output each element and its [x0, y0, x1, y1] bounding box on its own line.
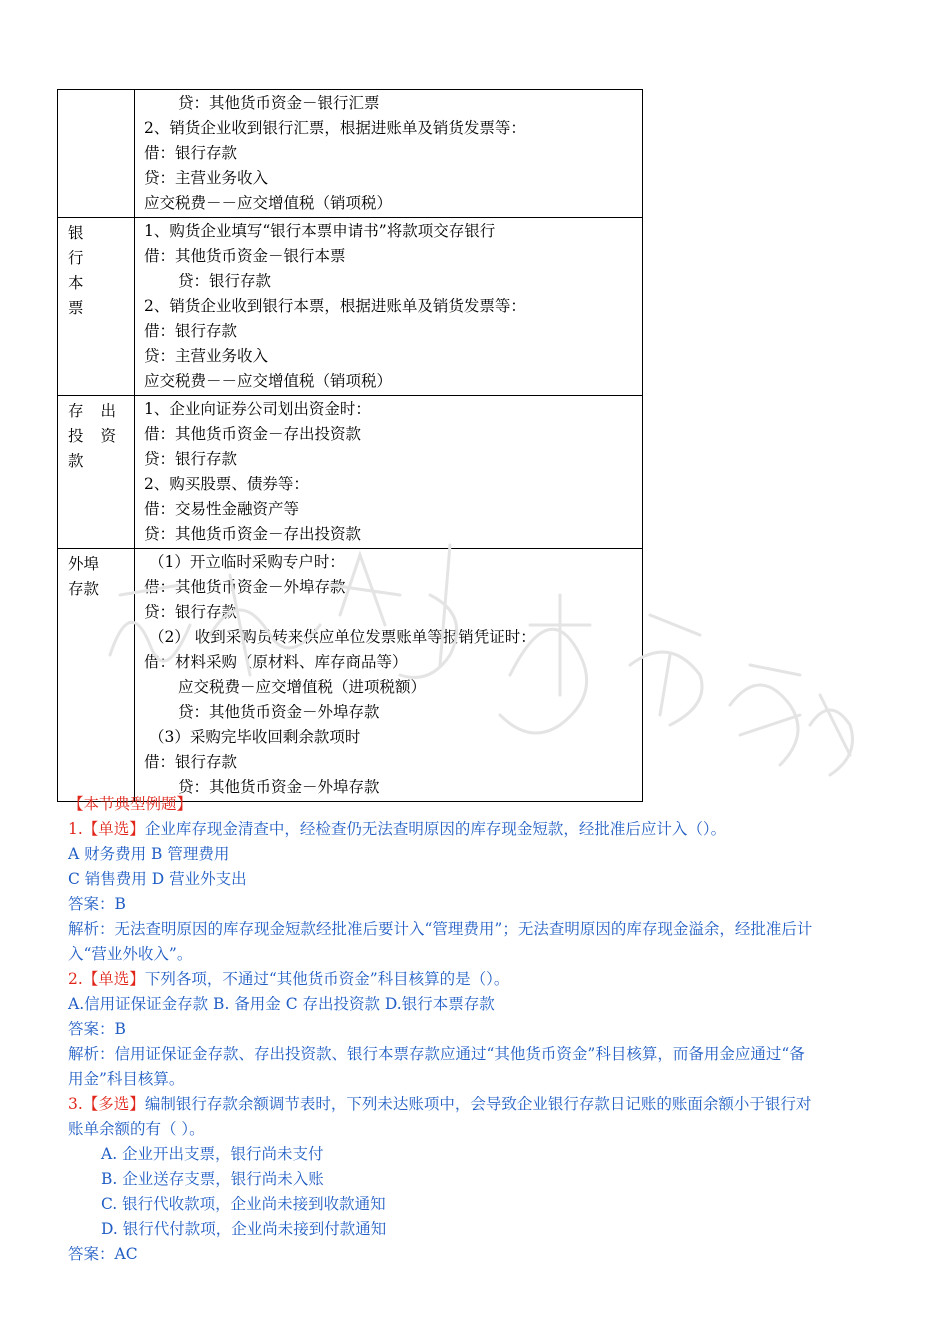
entry-line: 贷：主营业务收入	[144, 169, 269, 187]
answer-option: A.信用证保证金存款 B. 备用金 C 存出投资款 D.银行本票存款	[68, 995, 495, 1013]
row-label-line	[68, 424, 116, 449]
answer-line: 答案：AC	[68, 1245, 138, 1263]
row-label-line	[68, 399, 116, 424]
row-content-cell	[135, 90, 643, 218]
entry-line: 应交税费－－应交增值税（销项税）	[144, 194, 393, 212]
entry-line: 贷：银行存款	[178, 272, 272, 290]
row-label-cell	[58, 90, 135, 218]
entry-line: 贷：银行存款	[144, 450, 238, 468]
table-row	[58, 549, 643, 802]
question-type-tag: 【多选】	[82, 1095, 145, 1113]
entry-line: 应交税费－－应交增值税（销项税）	[144, 372, 393, 390]
entry-line: 1、购货企业填写“银行本票申请书”将款项交存银行	[144, 222, 496, 240]
entry-line: 贷：其他货币资金－银行汇票	[178, 94, 380, 112]
entry-line: 借：其他货币资金－存出投资款	[144, 425, 362, 443]
table-row	[58, 396, 643, 549]
question-list	[68, 817, 888, 1267]
answer-line: 答案：B	[68, 1020, 126, 1038]
row-content-cell	[135, 549, 643, 802]
question-stem	[68, 817, 888, 842]
row-label-line: 本	[68, 274, 84, 292]
row-label-char: 款	[68, 452, 84, 470]
question-text: 编制银行存款余额调节表时，下列未达账项中，会导致企业银行存款日记账的账面余额小于银行对	[144, 1095, 812, 1113]
row-label-line: 票	[68, 299, 84, 317]
accounting-table	[57, 89, 643, 802]
entry-line: 借：其他货币资金－外埠存款	[144, 578, 346, 596]
question-number: 2.	[68, 970, 83, 988]
row-label-char: 投	[68, 427, 84, 445]
row-label-cell	[58, 218, 135, 396]
entry-line: 借：银行存款	[144, 144, 238, 162]
row-content-cell	[135, 218, 643, 396]
answer-option: C 销售费用 D 营业外支出	[68, 870, 247, 888]
question-type-tag: 【单选】	[82, 820, 145, 838]
row-label-line: 银	[68, 224, 84, 242]
entry-line: 贷：其他货币资金－外埠存款	[178, 703, 380, 721]
row-label-line: 外埠	[68, 555, 100, 573]
entry-line: 2、销货企业收到银行本票，根据进账单及销货发票等：	[144, 297, 526, 315]
row-label-char: 出	[100, 402, 116, 420]
question-stem	[68, 1092, 888, 1117]
answer-option: B. 企业送存支票，银行尚未入账	[101, 1170, 324, 1188]
entry-line: 2、购买股票、债券等：	[144, 475, 309, 493]
analysis-line: 解析：信用证保证金存款、存出投资款、银行本票存款应通过“其他货币资金”科目核算，而备用金应通过“备	[68, 1045, 805, 1063]
question-number: 1.	[68, 820, 83, 838]
entry-line: 借：其他货币资金－银行本票	[144, 247, 346, 265]
entry-line: 贷：银行存款	[144, 603, 238, 621]
entry-line: 2、销货企业收到银行汇票，根据进账单及销货发票等：	[144, 119, 526, 137]
entry-line: 借：银行存款	[144, 322, 238, 340]
answer-line: 答案：B	[68, 895, 126, 913]
entry-line: 借：材料采购（原材料、库存商品等）	[144, 653, 408, 671]
row-content-cell	[135, 396, 643, 549]
answer-option: A 财务费用 B 管理费用	[68, 845, 230, 863]
examples-section	[68, 792, 888, 1267]
entry-line: 贷：其他货币资金－存出投资款	[144, 525, 362, 543]
row-label-char: 存	[68, 402, 84, 420]
answer-option: D. 银行代付款项，企业尚未接到付款通知	[101, 1220, 387, 1238]
entry-line: （1）开立临时采购专户时：	[149, 553, 345, 571]
analysis-line: 用金”科目核算。	[68, 1070, 185, 1088]
row-label-line: 行	[68, 249, 84, 267]
row-label-cell	[58, 396, 135, 549]
examples-heading: 【本节典型例题】	[68, 795, 193, 813]
entry-line: 贷：其他货币资金－外埠存款	[178, 778, 380, 796]
entry-line: 贷：主营业务收入	[144, 347, 269, 365]
row-label-line: 存款	[68, 580, 100, 598]
question-number: 3.	[68, 1095, 83, 1113]
question-stem	[68, 967, 888, 992]
entry-line: 借：交易性金融资产等	[144, 500, 300, 518]
entry-line: 应交税费－应交增值税（进项税额）	[178, 678, 427, 696]
answer-option: C. 银行代收款项，企业尚未接到收款通知	[101, 1195, 386, 1213]
answer-option: A. 企业开出支票，银行尚未支付	[101, 1145, 324, 1163]
entry-line: （3）采购完毕收回剩余款项时	[149, 728, 361, 746]
entry-line: 借：银行存款	[144, 753, 238, 771]
row-label-char: 资	[100, 427, 116, 445]
table-row	[58, 90, 643, 218]
question-text-cont: 账单余额的有（ ）。	[68, 1120, 205, 1138]
row-label-line	[68, 449, 116, 474]
entry-line: （2） 收到采购员转来供应单位发票账单等报销凭证时：	[149, 628, 536, 646]
table-body	[58, 90, 643, 802]
question-text: 下列各项，不通过“其他货币资金”科目核算的是（）。	[144, 970, 510, 988]
analysis-line: 解析：无法查明原因的库存现金短款经批准后要计入“管理费用”；无法查明原因的库存现金溢余，经批准后计	[68, 920, 813, 938]
entry-line: 1、企业向证券公司划出资金时：	[144, 400, 371, 418]
row-label-cell	[58, 549, 135, 802]
question-type-tag: 【单选】	[82, 970, 145, 988]
question-text: 企业库存现金清查中，经检查仍无法查明原因的库存现金短款，经批准后应计入（）。	[144, 820, 727, 838]
table-row	[58, 218, 643, 396]
analysis-line: 入“营业外收入”。	[68, 945, 193, 963]
